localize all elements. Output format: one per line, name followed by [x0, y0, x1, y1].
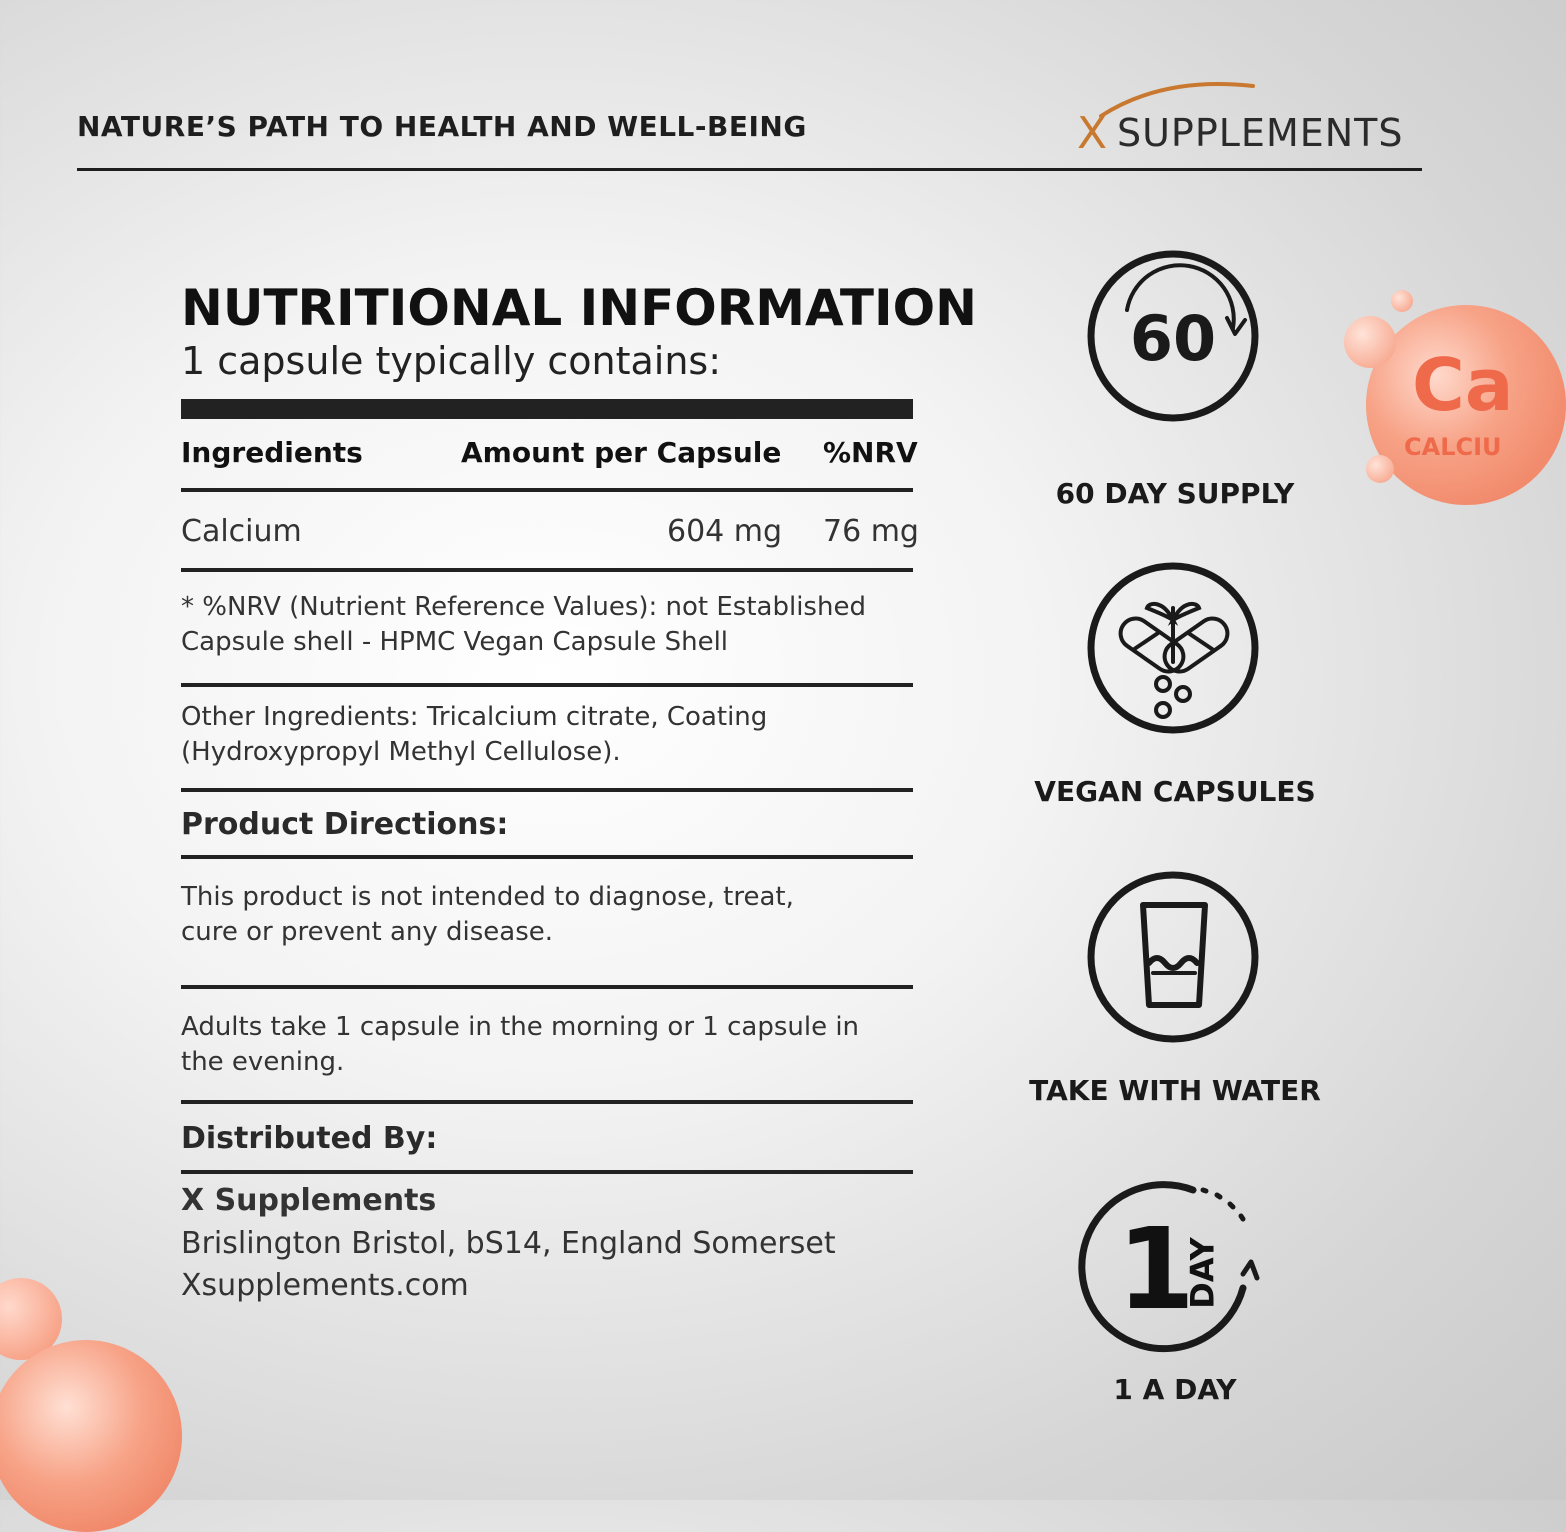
sixty-day-icon: [1087, 250, 1259, 422]
water-label: TAKE WITH WATER: [1029, 1074, 1321, 1107]
column-ingredients: Ingredients: [181, 436, 363, 469]
brand-word: SUPPLEMENTS: [1117, 111, 1404, 155]
divider: [181, 1170, 913, 1174]
ingredient-name: Calcium: [181, 514, 302, 549]
one-a-day-label: 1 A DAY: [1113, 1373, 1237, 1406]
decorative-bubble: [1366, 455, 1394, 483]
element-symbol: Ca: [1412, 343, 1514, 427]
day-word: DAY: [1183, 1237, 1222, 1309]
vegan-capsule-icon: [1087, 562, 1259, 734]
supply-label: 60 DAY SUPPLY: [1055, 477, 1295, 510]
usage-directions: Adults take 1 capsule in the morning or 1 capsule in: [181, 1012, 860, 1042]
divider: [181, 488, 913, 492]
vegan-label: VEGAN CAPSULES: [1034, 775, 1316, 808]
brand-logo: [1075, 78, 1425, 158]
decorative-bubble: [1391, 290, 1413, 312]
nutrition-subtitle: 1 capsule typically contains:: [181, 339, 722, 383]
brand-x: X: [1077, 108, 1108, 159]
company-address: Brislington Bristol, bS14, England Somerset: [181, 1226, 836, 1261]
column-amount: Amount per Capsule: [461, 436, 782, 469]
header-divider: [77, 168, 1422, 171]
directions-heading: Product Directions:: [181, 807, 509, 842]
table-top-bar: [181, 399, 913, 419]
usage-directions-cont: the evening.: [181, 1047, 345, 1077]
nrv-note: * %NRV (Nutrient Reference Values): not Established: [181, 592, 866, 622]
element-name: CALCIU: [1404, 433, 1502, 461]
divider: [181, 985, 913, 989]
divider: [181, 1100, 913, 1104]
ingredient-amount: 604 mg: [667, 514, 783, 549]
capsule-shell-note: Capsule shell - HPMC Vegan Capsule Shell: [181, 627, 729, 657]
decorative-bubble: [0, 1340, 182, 1532]
decorative-bubble: [1344, 316, 1396, 368]
ingredient-nrv: 76 mg: [823, 514, 919, 549]
other-ingredients-cont: (Hydroxypropyl Methyl Cellulose).: [181, 737, 621, 767]
header-tagline: NATURE’S PATH TO HEALTH AND WELL-BEING: [77, 110, 807, 143]
other-ingredients: Other Ingredients: Tricalcium citrate, Coating: [181, 702, 768, 732]
company-name: X Supplements: [181, 1183, 437, 1218]
supply-number: 60: [1129, 302, 1217, 375]
disclaimer: This product is not intended to diagnose, treat,: [181, 882, 794, 912]
company-website: Xsupplements.com: [181, 1268, 469, 1303]
nutrition-heading: [181, 279, 977, 384]
divider: [181, 683, 913, 687]
water-glass-icon: [1087, 871, 1259, 1043]
one-a-day-icon: [1087, 1180, 1259, 1352]
distributed-heading: Distributed By:: [181, 1121, 438, 1156]
divider: [181, 855, 913, 859]
column-nrv: %NRV: [823, 436, 918, 469]
day-number: 1: [1117, 1205, 1195, 1335]
divider: [181, 788, 913, 792]
nutrition-title: NUTRITIONAL INFORMATION: [181, 279, 977, 337]
calcium-element-bubble: [1366, 305, 1566, 505]
disclaimer-cont: cure or prevent any disease.: [181, 917, 554, 947]
divider: [181, 568, 913, 572]
